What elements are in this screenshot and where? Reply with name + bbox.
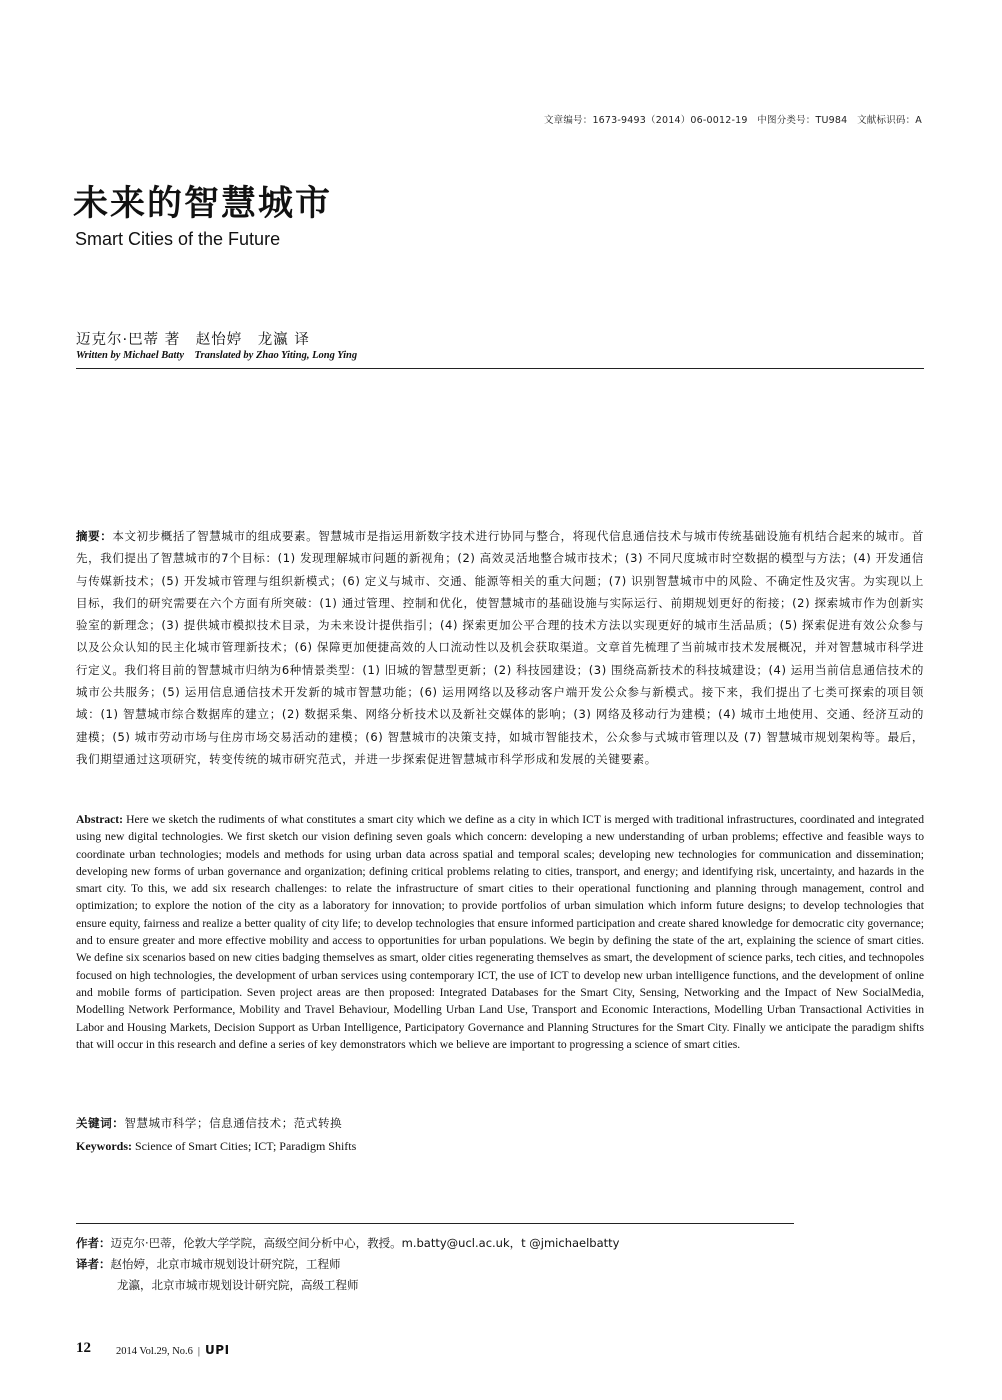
journal-footer [116, 1343, 230, 1357]
keywords-chinese-text: 智慧城市科学；信息通信技术；范式转换 [124, 1116, 343, 1130]
footnote-author-text: 迈克尔·巴蒂，伦敦大学学院，高级空间分析中心，教授。m.batty@ucl.ac.uk，t @jmichaelbatty [110, 1236, 620, 1250]
abstract-chinese-label: 摘要： [76, 529, 113, 543]
keywords-english-label: Keywords: [76, 1139, 132, 1153]
abstract-english-text: Here we sketch the rudiments of what constitutes a smart city which we define as a city in which ICT is merged with traditional infrastructures, coordinated and integrated using new digital technologies. We first sketch our vision defining seven goals which concern: developing a new understanding of urban problems; effective and feasible ways to coordinate urban technologies; models and methods for using urban data across spatial and temporal scales; developing new technologies for communication and dissemination; developing new forms of urban governance and organization; defining critical problems relating to cities, transport, and energy; and identifying risk, uncertainty, and hazards in the smart city. To this, we add six research challenges: to relate the infrastructure of smart cities to their operational functioning and planning through management, control and optimization; to explore the notion of the city as a laboratory for innovation; to provide portfolios of urban simulation which inform future designs; to develop technologies that ensure equity, fairness and realize a better quality of city life; to develop technologies that ensure informed participation and create shared knowledge for democratic city governance; and to ensure greater and more effective mobility and access to opportunities for urban populations. We begin by defining the state of the art, explaining the science of smart cities. We define six scenarios based on new cities badging themselves as smart, older cities regenerating themselves as smart, the development of science parks, tech cities, and technopoles focused on high technologies, the development of urban services using contemporary ICT, the use of ICT to develop new urban intelligence functions, and the development of online and mobile forms of participation. Seven project areas are then proposed: Integrated Databases for the Smart City, Sensing, Networking and the Impact of New SocialMedia, Modelling Network Performance, Mobility and Travel Behaviour, Modelling Urban Land Use, Transport and Economic Interactions, Modelling Urban Transactional Activities in Labor and Housing Markets, Decision Support as Urban Intelligence, Participatory Governance and Planning Structures for the Smart City. Finally we anticipate the paradigm shifts that will occur in this research and define a series of key demonstrators which we believe are important to progressing a science of smart cities. [76, 813, 924, 1051]
footer-separator: | [197, 1346, 201, 1357]
keywords-english-text: Science of Smart Cities; ICT; Paradigm Shifts [135, 1139, 357, 1153]
footnote-author-label: 作者： [76, 1236, 111, 1250]
authors-english: Written by Michael Batty Translated by Zhao Yiting, Long Ying [76, 350, 358, 361]
footnote-translator-second: 龙瀛，北京市城市规划设计研究院，高级工程师 [117, 1278, 359, 1292]
abstract-chinese [76, 525, 924, 770]
keywords-chinese-label: 关键词： [76, 1116, 125, 1130]
abstract-english [76, 811, 924, 1053]
footnote-author [76, 1235, 619, 1251]
page-number: 12 [76, 1340, 91, 1356]
keywords-english [76, 1139, 356, 1154]
footnote-translator [76, 1256, 341, 1272]
authors-chinese: 迈克尔·巴蒂 著 赵怡婷 龙瀛 译 [76, 332, 310, 348]
footnote-divider [76, 1223, 794, 1224]
journal-logo: UPI [205, 1343, 230, 1357]
title-english: Smart Cities of the Future [75, 229, 281, 249]
journal-issue: 2014 Vol.29, No.6 [116, 1346, 193, 1357]
abstract-chinese-text: 本文初步概括了智慧城市的组成要素。智慧城市是指运用新数字技术进行协同与整合，将现代信息通信技术与城市传统基础设施有机结合起来的城市。首先，我们提出了智慧城市的7个目标：(1) 发现理解城市问题的新视角；(2) 高效灵活地整合城市技术；(3) 不同尺度城市时空数据的模型与方法；(4) 开发通信与传媒新技术；(5) 开发城市管理与组织新模式；(6) 定义与城市、交通、能源等相关的重大问题；(7) 识别智慧城市中的风险、不确定性及灾害。为实现以上目标，我们的研究需要在六个方面有所突破：(1) 通过管理、控制和优化，使智慧城市的基础设施与实际运行、前期规划更好的衔接；(2) 探索城市作为创新实验室的新理念；(3) 提供城市模拟技术目录，为未来设计提供指引；(4) 探索更加公平合理的技术方法以实现更好的城市生活品质；(5) 探索促进有效公众参与以及公众认知的民主化城市管理新技术；(6) 保障更加便捷高效的人口流动性以及机会获取渠道。文章首先梳理了当前城市技术发展概况，并对智慧城市科学进行定义。我们将目前的智慧城市归纳为6种情景类型：(1) 旧城的智慧型更新；(2) 科技园建设；(3) 围绕高新技术的科技城建设；(4) 运用当前信息通信技术的城市公共服务；(5) 运用信息通信技术开发新的城市智慧功能；(6) 运用网络以及移动客户端开发公众参与新模式。接下来，我们提出了七类可探索的项目领域：(1) 智慧城市综合数据库的建立；(2) 数据采集、网络分析技术以及新社交媒体的影响；(3) 网络及移动行为建模；(4) 城市土地使用、交通、经济互动的建模；(5) 城市劳动市场与住房市场交易活动的建模；(6) 智慧城市的决策支持，如城市智能技术，公众参与式城市管理以及 (7) 智慧城市规划架构等。最后，我们期望通过这项研究，转变传统的城市研究范式，并进一步探索促进智慧城市科学形成和发展的关键要素。 [76, 529, 924, 766]
keywords-chinese [76, 1115, 342, 1131]
header-divider [76, 368, 924, 369]
abstract-english-label: Abstract: [76, 813, 124, 826]
footnote-translator-1: 赵怡婷，北京市城市规划设计研究院，工程师 [110, 1257, 341, 1271]
article-meta: 文章编号：1673-9493（2014）06-0012-19 中图分类号：TU984 文献标识码：A [543, 115, 922, 126]
footnote-translator-label: 译者： [76, 1257, 111, 1271]
title-chinese: 未来的智慧城市 [73, 184, 333, 224]
